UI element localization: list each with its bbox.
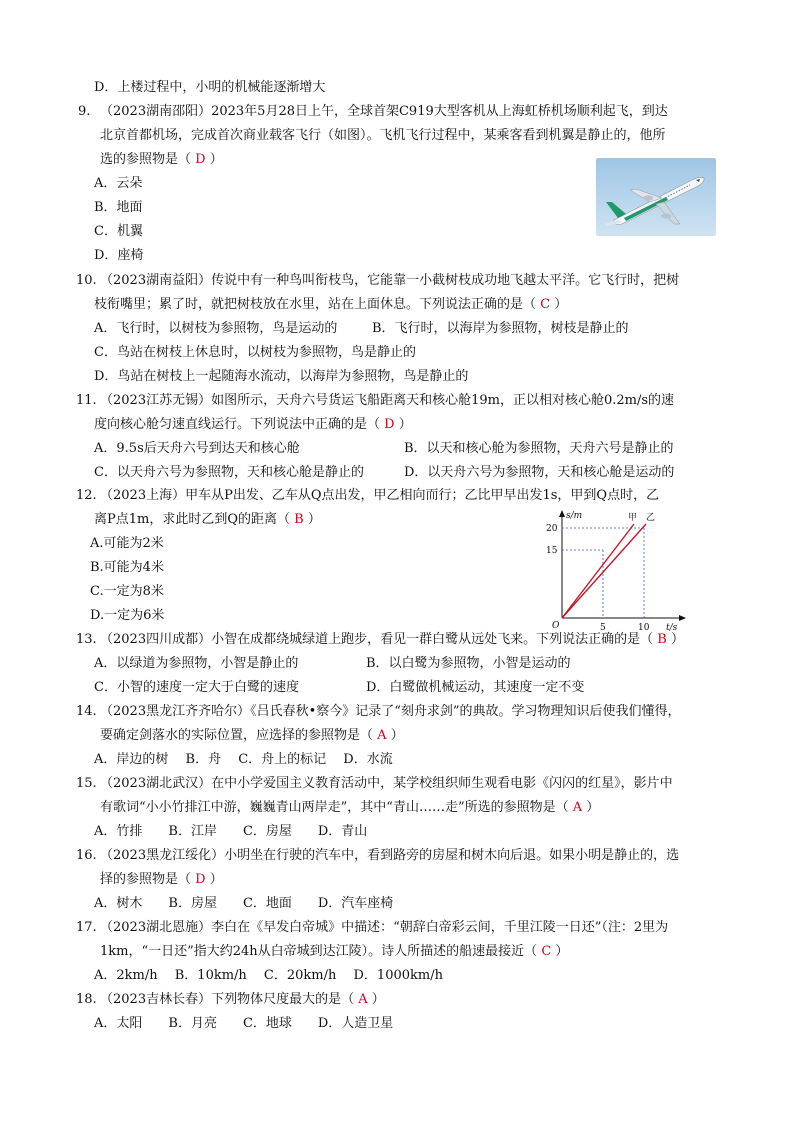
q12-text-line1: （2023上海）甲车从P出发、乙车从Q点出发，甲乙相向而行；乙比甲早出发1s，甲到Q点时，乙 (100, 488, 660, 503)
q16-text-line2 (100, 872, 223, 888)
q13-paren: ） (670, 632, 684, 647)
q12-text-line2 (94, 512, 321, 528)
series-yi-label: 乙 (646, 513, 656, 523)
q16-options: A．树木 B．房屋 C．地面 D．汽车座椅 (94, 896, 394, 911)
q10-text-line2 (94, 297, 567, 313)
q13-text-line1 (100, 632, 684, 648)
q10-option-c: C．鸟站在树枝上休息时，以树枝为参照物，鸟是静止的 (94, 345, 416, 360)
series-yi-line (562, 524, 646, 618)
q12-option-a: A.可能为2米 (90, 536, 164, 551)
q11-text-line1: （2023江苏无锡）如图所示，天舟六号货运飞船距离天和核心舱19m，正以相对核心舱0.2m/s的速 (100, 393, 675, 408)
q15-options: A．竹排 B．江岸 C．房屋 D．青山 (94, 824, 368, 839)
graph-x-arrow (679, 615, 686, 621)
q14-options: A．岸边的树 B．舟 C．舟上的标记 D．水流 (94, 752, 393, 767)
q9-text-line2: 北京首都机场，完成首次商业载客飞行（如图）。飞机飞行过程中，某乘客看到机翼是静止的，他所 (100, 128, 666, 143)
graph-y-arrow (559, 510, 565, 517)
c919-airplane-photo (596, 158, 716, 236)
q10-option-a: A．飞行时，以树枝为参照物，鸟是运动的 (94, 321, 338, 336)
q11-option-d: D．以天舟六号为参照物，天和核心舱是运动的 (404, 465, 675, 480)
graph-ylabel: s/m (566, 511, 583, 521)
q14-number: 14. (76, 704, 97, 719)
q10-stem-end: 枝衔嘴里；累了时，就把树枝放在水里，站在上面休息。下列说法正确的是（ (94, 297, 537, 312)
q17-stem-end: 1km，“一日还”指大约24h从白帝城到达江陵）。诗人所描述的船速最接近（ (100, 944, 538, 959)
q18-paren: ） (371, 992, 385, 1007)
q13-option-c: C．小智的速度一定大于白鹭的速度 (94, 680, 299, 695)
q9-stem-end: 选的参照物是（ (100, 152, 192, 167)
graph-xlabel: t/s (666, 623, 678, 633)
q17-text-line1: （2023湖北恩施）李白在《早发白帝城》中描述：“朝辞白帝彩云间，千里江陵一日还”（注：2里为 (100, 920, 669, 935)
q11-option-c: C．以天舟六号为参照物，天和核心舱是静止的 (94, 465, 364, 480)
q13-number: 13. (76, 632, 97, 647)
q17-paren: ） (555, 944, 569, 959)
q9-number: 9. (78, 104, 91, 119)
q15-number: 15. (76, 776, 97, 791)
q9-option-b: B．地面 (94, 200, 143, 215)
q17-text-line2 (100, 944, 568, 960)
q18-options: A．太阳 B．月亮 C．地球 D．人造卫星 (94, 1016, 394, 1031)
graph-tick-10: 10 (638, 623, 650, 633)
q12-answer: B (294, 512, 304, 527)
q14-text-line1: （2023黑龙江齐齐哈尔）《吕氏春秋•察今》记录了“刻舟求剑”的典故。学习物理知识后使我们懂得， (100, 704, 681, 719)
q13-option-d: D．白鹭做机械运动，其速度一定不变 (366, 680, 585, 695)
q12-number: 12. (76, 488, 97, 503)
q15-paren: ） (586, 800, 600, 815)
series-jia-line (562, 524, 634, 618)
q18-stem: （2023吉林长春）下列物体尺度最大的是（ (100, 992, 355, 1007)
q17-number: 17. (76, 920, 97, 935)
q9-answer: D (195, 152, 206, 167)
graph-tick-5: 5 (600, 623, 606, 633)
q15-answer: A (572, 800, 583, 815)
q10-option-b: B．飞行时，以海岸为参照物，树枝是静止的 (372, 321, 629, 336)
q10-paren: ） (554, 297, 568, 312)
q17-options: A．2km/h B．10km/h C．20km/h D．1000km/h (94, 968, 443, 983)
q11-option-b: B．以天和核心舱为参照物，天舟六号是静止的 (404, 441, 674, 456)
q13-answer: B (657, 632, 667, 647)
q9-text-line3 (100, 152, 223, 168)
s-t-graph (540, 506, 690, 634)
q8-option-d: D．上楼过程中，小明的机械能逐渐增大 (94, 80, 326, 95)
q10-number: 10. (76, 273, 97, 288)
q14-answer: A (377, 728, 387, 743)
q18-number: 18. (76, 992, 97, 1007)
q16-stem-end: 择的参照物是（ (100, 872, 192, 887)
q10-text-line1: （2023湖南益阳）传说中有一种鸟叫衔枝鸟，它能靠一小截树枝成功地飞越太平洋。它飞行时，把树 (100, 273, 680, 288)
q9-paren: ） (209, 152, 223, 167)
q11-answer: D (384, 417, 395, 432)
q15-text-line2 (100, 800, 599, 816)
q12-paren: ） (307, 512, 321, 527)
graph-tick-15: 15 (546, 546, 558, 556)
q18-answer: A (358, 992, 368, 1007)
graph-origin: O (552, 621, 560, 631)
q12-option-b: B.可能为4米 (90, 560, 164, 575)
q13-stem: （2023四川成都）小智在成都绕城绿道上跑步，看见一群白鹭从远处飞来。下列说法正确的是（ (100, 632, 654, 647)
q18-text-line1 (100, 992, 385, 1008)
q10-option-d: D．鸟站在树枝上一起随海水流动，以海岸为参照物，鸟是静止的 (94, 369, 469, 384)
q13-option-b: B．以白鹭为参照物，小智是运动的 (366, 656, 571, 671)
q9-text-line1: （2023湖南邵阳）2023年5月28日上午，全球首架C919大型客机从上海虹桥机场顺利起飞，到达 (100, 104, 668, 119)
q9-option-d: D．座椅 (94, 248, 144, 263)
q15-text-line1: （2023湖北武汉）在中小学爱国主义教育活动中，某学校组织师生观看电影《闪闪的红星》，影片中 (100, 776, 673, 791)
q13-option-a: A．以绿道为参照物，小智是静止的 (94, 656, 299, 671)
q16-answer: D (195, 872, 206, 887)
q12-stem-end: 离P点1m，求此时乙到Q的距离（ (94, 512, 291, 527)
q17-answer: C (541, 944, 552, 959)
graph-tick-20: 20 (546, 524, 558, 534)
q14-stem-end: 要确定剑落水的实际位置，应选择的参照物是（ (100, 728, 374, 743)
q11-stem-end: 度向核心舱匀速直线运行。下列说法中正确的是（ (94, 417, 381, 432)
q9-option-c: C．机翼 (94, 224, 143, 239)
q10-answer: C (540, 297, 551, 312)
q16-paren: ） (209, 872, 223, 887)
series-jia-label: 甲 (628, 513, 638, 523)
q11-paren: ） (398, 417, 412, 432)
q11-option-a: A．9.5s后天舟六号到达天和核心舱 (94, 441, 300, 456)
q9-option-a: A．云朵 (94, 176, 143, 191)
q15-stem-end: 有歌词“小小竹排江中游，巍巍青山两岸走”，其中“青山……走”所选的参照物是（ (100, 800, 569, 815)
q12-option-c: C.一定为8米 (90, 584, 164, 599)
q11-number: 11. (76, 393, 97, 408)
q16-number: 16. (76, 848, 97, 863)
q14-paren: ） (390, 728, 404, 743)
q12-option-d: D.一定为6米 (90, 608, 165, 623)
q11-text-line2 (94, 417, 412, 433)
q14-text-line2 (100, 728, 404, 744)
q16-text-line1: （2023黑龙江绥化）小明坐在行驶的汽车中，看到路旁的房屋和树木向后退。如果小明是静止的，选 (100, 848, 680, 863)
